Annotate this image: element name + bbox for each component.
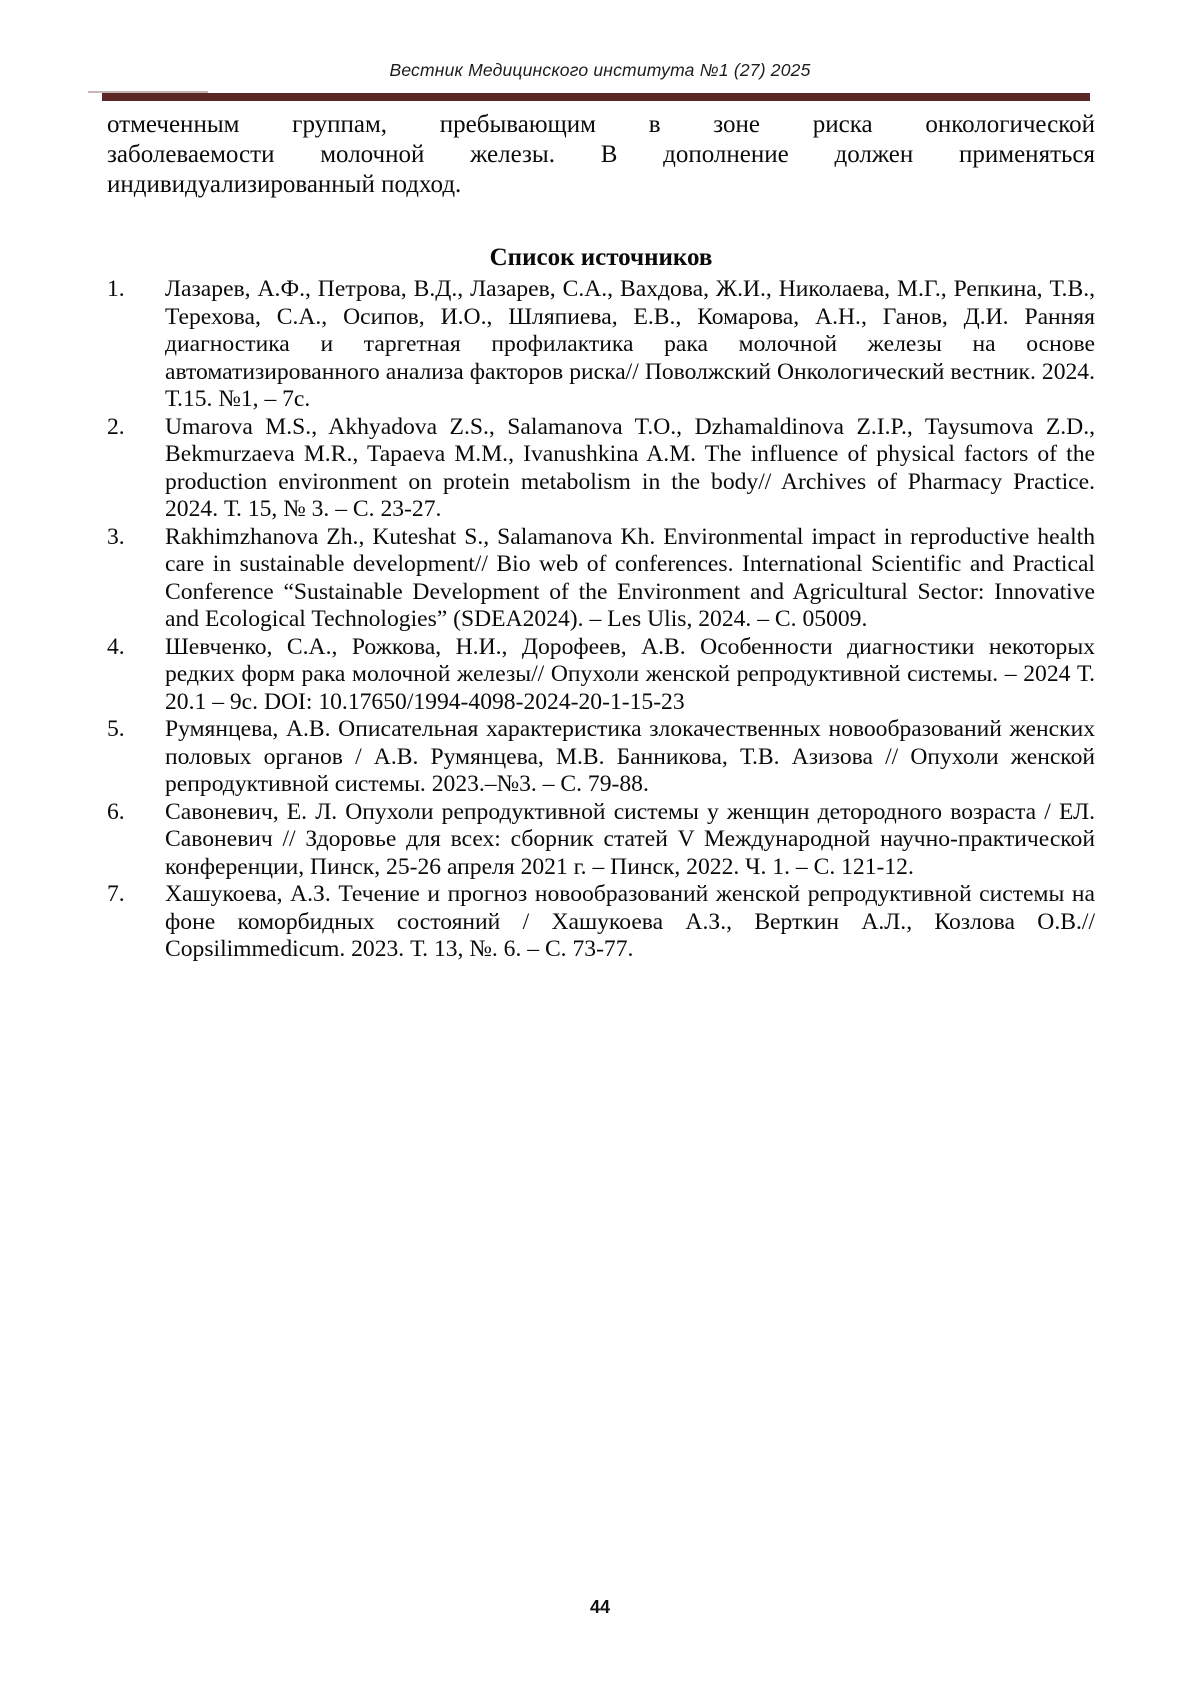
reference-text: Umarova M.S., Akhyadova Z.S., Salamanova T.O., Dzhamaldinova Z.I.P., Taysumova Z.D., Bekmurzaeva M.R., Tapaeva M.M., Ivanushkina A.M. The influence of physical factors of the production environment on protein metabolism in the body// Archives of Pharmacy Practice. 2024. Т. 15, № 3. – С. 23-27. (165, 413, 1095, 522)
page-content (107, 110, 1095, 964)
reference-number: 3. (107, 523, 125, 550)
reference-item (107, 716, 1095, 799)
reference-item (107, 634, 1095, 717)
reference-item (107, 881, 1095, 964)
reference-number: 4. (107, 633, 125, 660)
reference-number: 6. (107, 798, 125, 825)
journal-header-title: Вестник Медицинского института №1 (27) 2025 (389, 60, 811, 80)
reference-list (107, 276, 1095, 964)
paragraph-line: отмеченным группам, пребывающим в зоне риска онкологической (107, 111, 1095, 138)
reference-number: 2. (107, 413, 125, 440)
paragraph-line: индивидуализированный подход. (107, 171, 462, 198)
paragraph-line: заболеваемости молочной железы. В дополнение должен применяться (107, 141, 1095, 168)
reference-text: Лазарев, А.Ф., Петрова, В.Д., Лазарев, С.А., Вахдова, Ж.И., Николаева, М.Г., Репкина, Т.В., Терехова, С.А., Осипов, И.О., Шляпиева, Е.В., Комарова, А.Н., Ганов, Д.И. Ранняя диагностика и таргетная профилактика рака молочной железы на основе автоматизированного анализа факторов риска// Поволжский Онкологический вестник. 2024. Т.15. №1, – 7с. (165, 276, 1095, 412)
reference-number: 7. (107, 881, 125, 907)
reference-text: Хашукоева, А.З. Течение и прогноз новообразований женской репродуктивной системы на фоне коморбидных состояний / Хашукоева А.З., Верткин А.Л., Козлова О.В.// Copsilimmedicum. 2023. Т. 13, №. 6. – С. 73-77. (165, 881, 1095, 962)
reference-item (107, 799, 1095, 882)
page-number: 44 (589, 1597, 611, 1617)
reference-number: 5. (107, 716, 125, 742)
reference-item (107, 524, 1095, 634)
body-paragraph (107, 110, 1095, 200)
reference-item (107, 414, 1095, 524)
reference-text: Румянцева, А.В. Описательная характеристика злокачественных новообразований женских половых органов / А.В. Румянцева, М.В. Банникова, Т.В. Азизова // Опухоли женской репродуктивной системы. 2023.–№3. – С. 79-88. (165, 716, 1095, 797)
reference-item (107, 276, 1095, 414)
reference-text: Шевченко, С.А., Рожкова, Н.И., Дорофеев, А.В. Особенности диагностики некоторых редких форм рака молочной железы// Опухоли женской репродуктивной системы. – 2024 Т. 20.1 – 9с. DOI: 10.17650/1994-4098-2024-20-1-15-23 (165, 633, 1095, 715)
reference-text: Rakhimzhanova Zh., Kuteshat S., Salamanova Kh. Environmental impact in reproductive health care in sustainable development// Bio web of conferences. International Scientific and Practical Conference “Sustainable Development of the Environment and Agricultural Sector: Innovative and Ecological Technologies” (SDEA2024). – Les Ulis, 2024. – С. 05009. (165, 523, 1095, 632)
header-rule (102, 93, 1090, 101)
reference-text: Савоневич, Е. Л. Опухоли репродуктивной системы у женщин детородного возраста / ЕЛ. Савоневич // Здоровье для всех: сборник статей V Международной научно-практической конференции, Пинск, 25-26 апреля 2021 г. – Пинск, 2022. Ч. 1. – С. 121-12. (165, 798, 1095, 880)
sources-heading: Список источников (489, 244, 713, 271)
reference-number: 1. (107, 276, 125, 302)
